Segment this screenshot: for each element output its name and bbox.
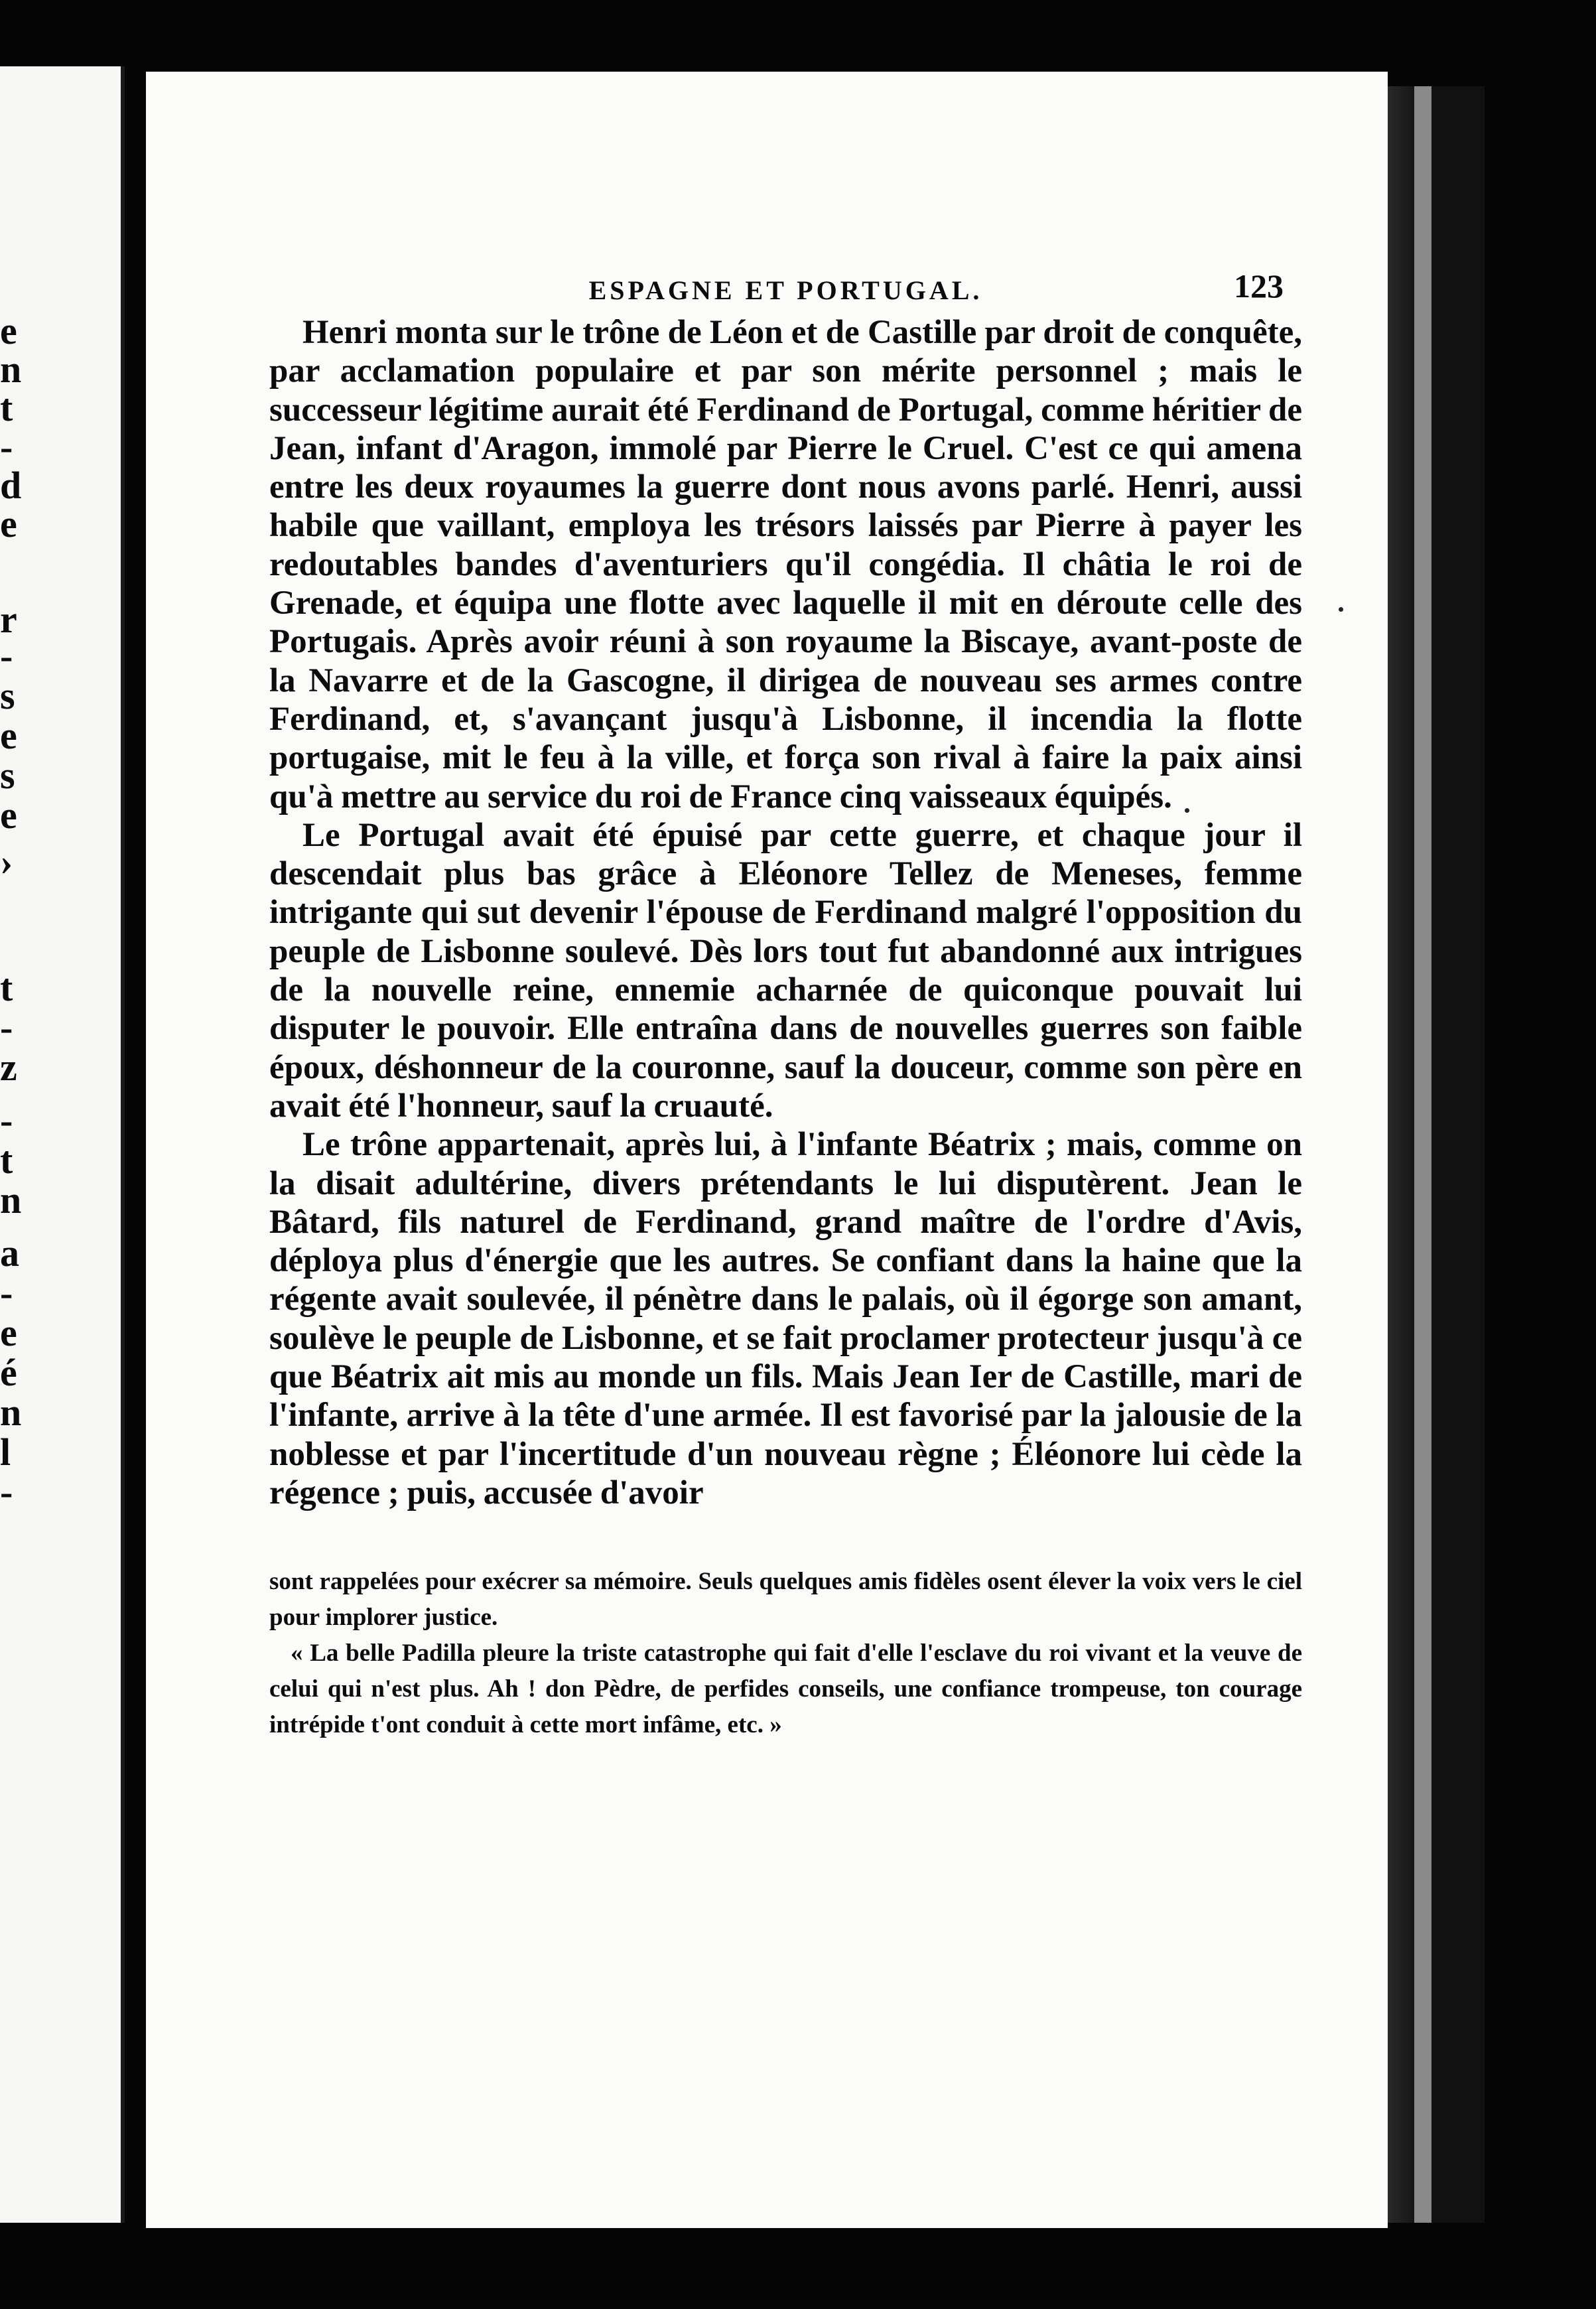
margin-char: e [0, 502, 17, 545]
paragraph: Le Portugal avait été épuisé par cette guerre, et chaque jour il descendait plus bas grâce à Eléonore Tellez de Meneses, femme intrigante qui sut devenir l'épouse de Ferdinand malgré l'opposition du peuple de Lisbonne soulevé. Dès lors tout fut abandonné aux intrigues de la nouvelle reine, ennemie acharnée de quiconque pouvait lui disputer le pouvoir. Elle entraîna dans de nouvelles guerres son faible époux, déshonneur de la couronne, sauf la douceur, comme son père en avait été l'honneur, sauf la cruauté. [269, 816, 1302, 1125]
margin-char: › [0, 840, 13, 883]
margin-char: - [0, 1470, 13, 1513]
page-text-block [269, 267, 1302, 1743]
margin-char: - [0, 1099, 13, 1142]
paragraph: Le trône appartenait, après lui, à l'infante Béatrix ; mais, comme on la disait adultérine, divers prétendants le lui disputèrent. Jean le Bâtard, fils naturel de Ferdinand, grand maître de l'ordre d'Avis, déploya plus d'énergie que les autres. Se confiant dans la haine que la régente avait soulevée, il pénètre dans le palais, où il égorge son amant, soulève le peuple de Lisbonne, et se fait proclamer protecteur jusqu'à ce que Béatrix ait mis au monde un fils. Mais Jean Ier de Castille, mari de l'infante, arrive à la tête d'une armée. Il est favorisé par la jalousie de la noblesse et par l'incertitude d'un nouveau règne ; Éléonore lui cède la régence ; puis, accusée d'avoir [269, 1126, 1302, 1511]
margin-char: e [0, 309, 17, 352]
paragraph: Henri monta sur le trône de Léon et de Castille par droit de conquête, par acclamation populaire et par son mérite personnel ; mais le successeur légitime aurait été Ferdinand de Portugal, comme héritier de Jean, infant d'Aragon, immolé par Pierre le Cruel. C'est ce qui amena entre les deux royaumes la guerre dont nous avons parlé. Henri, aussi habile que vaillant, employa les trésors laissés par Pierre à payer les redoutables bandes d'aventuriers qu'il congédia. Il châtia le roi de Grenade, et équipa une flotte avec laquelle il mit en déroute celle des Portugais. Après avoir réuni à son royaume la Biscaye, avant-poste de la Navarre et de la Gascogne, il dirigea de nouveau ses armes contre Ferdinand, et, s'avançant jusqu'à Lisbonne, il incendia la flotte portugaise, mit le feu à la ville, et força son rival à faire la paix ainsi qu'à mettre au service du roi de France cinq vaisseaux équipés. [269, 314, 1302, 815]
margin-char: t [0, 386, 13, 429]
margin-char: - [0, 1006, 13, 1049]
margin-char: t [0, 1139, 13, 1182]
running-title: ESPAGNE ET PORTUGAL. [588, 275, 983, 305]
margin-char: n [0, 1178, 22, 1222]
margin-char: a [0, 1231, 19, 1275]
page-number: 123 [1234, 267, 1284, 305]
page-edge-strip [1414, 86, 1431, 2223]
margin-char: d [0, 464, 22, 507]
footnotes [269, 1564, 1302, 1743]
left-facing-page [0, 66, 125, 2223]
margin-char: z [0, 1046, 17, 1089]
margin-char: s [0, 674, 15, 717]
margin-char: r [0, 598, 17, 641]
margin-char: t [0, 966, 13, 1009]
margin-char: - [0, 425, 13, 468]
left-page-margin-text [0, 66, 20, 2223]
margin-char: e [0, 1311, 17, 1354]
margin-char: e [0, 794, 17, 837]
margin-char: - [0, 1271, 13, 1314]
body-text [269, 313, 1302, 1512]
speck [1339, 607, 1343, 612]
margin-char: e [0, 714, 17, 757]
margin-char: n [0, 1391, 22, 1434]
margin-char: l [0, 1431, 11, 1474]
footnote-quote: « La belle Padilla pleure la triste catastrophe qui fait d'elle l'esclave du roi vivant et la veuve de celui qui n'est plus. Ah ! don Pèdre, de perfides conseils, une confiance trompeuse, ton courage intrépide t'ont conduit à cette mort infâme, etc. » [269, 1640, 1302, 1739]
page-edge-shadow [1388, 86, 1414, 2223]
right-dark-border [1431, 86, 1485, 2223]
footnote: sont rappelées pour exécrer sa mémoire. Seuls quelques amis fidèles osent élever la voix vers le ciel pour implorer justice. [269, 1568, 1302, 1632]
margin-char: - [0, 634, 13, 677]
margin-char: s [0, 754, 15, 797]
margin-char: é [0, 1351, 17, 1394]
margin-char: n [0, 348, 22, 391]
running-head [269, 267, 1302, 305]
